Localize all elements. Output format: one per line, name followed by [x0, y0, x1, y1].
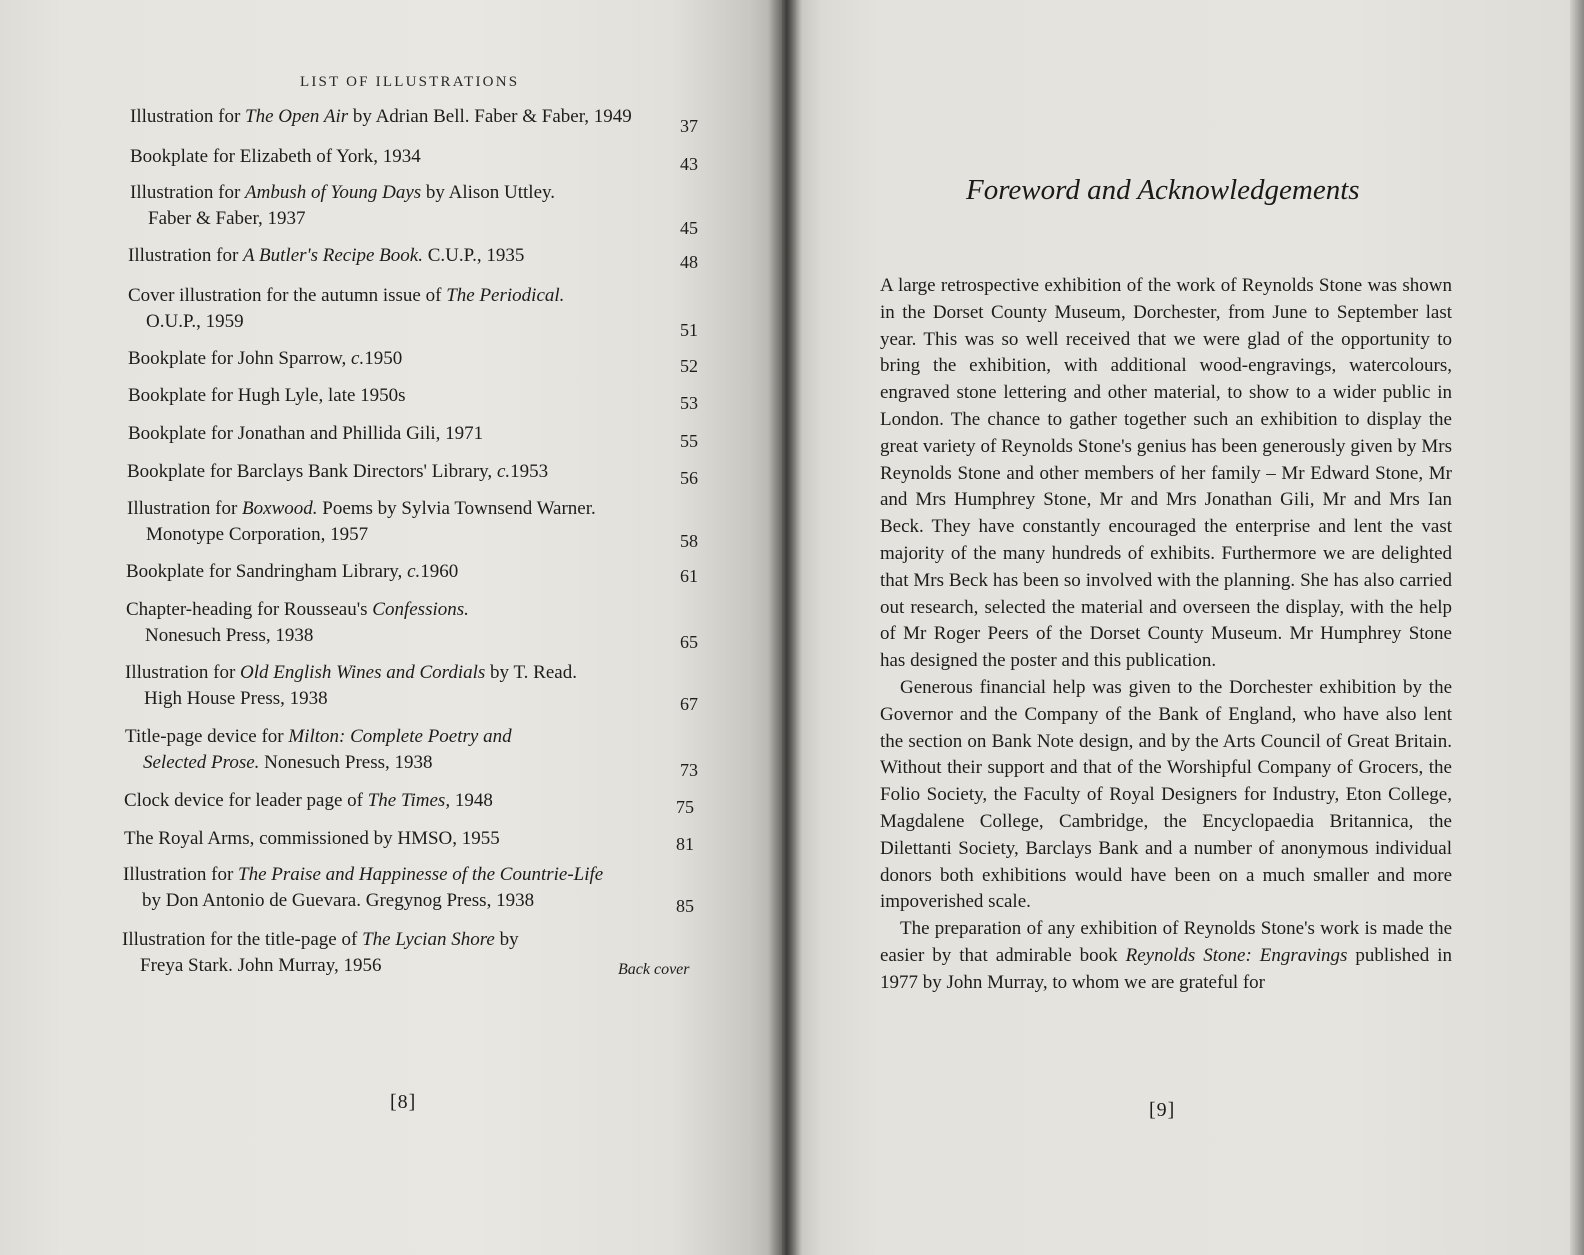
toc-entry-5-page-number: 51: [680, 320, 698, 340]
toc-text-segment: Boxwood.: [242, 498, 318, 519]
toc-text-segment: Faber & Faber, 1937: [148, 208, 306, 229]
toc-entry-1-line-1: [130, 106, 632, 128]
toc-text-segment: Title-page device for: [125, 726, 289, 747]
toc-text-segment: by Alison Uttley.: [421, 182, 556, 203]
toc-text-segment: Bookplate for Elizabeth of York, 1934: [130, 146, 421, 167]
toc-entry-7-page-number: 53: [680, 393, 698, 413]
toc-entry-12-page-number: 65: [680, 632, 698, 652]
toc-entry-1-page-number: 37: [680, 116, 698, 136]
paragraph-2: Generous financial help was given to the Dorchester exhibition by the Governor and the Company of the Bank of England, who have also lent the section on Bank Note design, and by the Arts Council of Great Britain. Without their support and that of the Worshipful Company of Grocers, the Folio Society, the Faculty of Royal Designers for Industry, Eton College, Magdalene College, Cambridge, the Encyclopaedia Britannica, the Dilettanti Society, Barclays Bank and a number of anonymous individual donors both exhibitions would have been on a much smaller and more impoverished scale.: [880, 676, 1452, 913]
toc-entry-7-line-1: [128, 385, 406, 407]
toc-entry-18-page-number: Back cover: [618, 961, 690, 978]
toc-entry-3-page-number: 45: [680, 218, 698, 238]
toc-text-segment: 1950: [364, 348, 403, 369]
page-number-left: [8]: [390, 1091, 417, 1113]
toc-text-segment: Bookplate for Barclays Bank Directors' Library,: [127, 461, 497, 482]
foreword-title: Foreword and Acknowledgements: [966, 174, 1360, 206]
toc-entry-6-page-number: 52: [680, 356, 698, 376]
toc-entry-17-line-1: [123, 864, 603, 886]
toc-text-segment: Illustration for the title-page of: [122, 929, 363, 950]
toc-entry-5-line-2: [146, 311, 244, 333]
toc-text-segment: Bookplate for Hugh Lyle, late 1950s: [128, 385, 406, 406]
toc-entry-11-page-number: 61: [680, 566, 698, 586]
toc-text-segment: Nonesuch Press, 1938: [145, 625, 314, 646]
toc-text-segment: A Butler's Recipe Book.: [243, 245, 423, 266]
toc-entry-12-line-2: [145, 625, 313, 647]
toc-entry-4-line-1: [128, 245, 524, 267]
toc-text-segment: by Adrian Bell. Faber & Faber, 1949: [348, 106, 632, 127]
toc-entry-18-line-2: [140, 955, 382, 977]
toc-text-segment: Confessions.: [372, 599, 469, 620]
toc-entry-16-line-1: [124, 828, 500, 850]
book-title-reynolds-stone: Reynolds Stone: Engravings: [1125, 944, 1348, 966]
toc-entry-5-line-1: [128, 285, 564, 307]
toc-text-segment: Bookplate for Jonathan and Phillida Gili, 1971: [128, 423, 484, 444]
toc-heading: LIST OF ILLUSTRATIONS: [300, 74, 520, 90]
toc-text-segment: Clock device for leader page of: [124, 790, 368, 811]
toc-entry-16-page-number: 81: [676, 834, 694, 854]
toc-entry-13-page-number: 67: [680, 694, 698, 714]
toc-text-segment: High House Press, 1938: [144, 688, 328, 709]
toc-text-segment: The Times,: [367, 790, 451, 811]
page-edge-shadow: [1570, 0, 1584, 1255]
toc-text-segment: Old English Wines and Cordials: [240, 662, 486, 683]
toc-entry-15-line-1: [124, 790, 493, 812]
toc-text-segment: c.: [496, 461, 511, 482]
toc-text-segment: Freya Stark. John Murray, 1956: [140, 955, 382, 976]
toc-text-segment: Chapter-heading for Rousseau's: [126, 599, 373, 620]
toc-text-segment: Bookplate for John Sparrow,: [128, 348, 352, 369]
toc-entry-10-line-1: [127, 498, 596, 520]
toc-text-segment: Illustration for: [127, 498, 243, 519]
toc-entry-3-line-2: [148, 208, 306, 230]
toc-text-segment: by Don Antonio de Guevara. Gregynog Press, 1938: [142, 890, 535, 911]
toc-text-segment: 1960: [420, 561, 459, 582]
page-number-right: [9]: [1149, 1099, 1176, 1121]
toc-text-segment: O.U.P., 1959: [146, 311, 244, 332]
toc-entry-17-page-number: 85: [676, 896, 694, 916]
toc-entry-10-line-2: [146, 524, 368, 546]
toc-entry-9-page-number: 56: [680, 468, 698, 488]
toc-text-segment: Selected Prose.: [143, 752, 260, 773]
paragraph-3-text-b: published in 1977 by John Murray, to whom we are grateful for: [880, 944, 1452, 993]
toc-text-segment: Illustration for: [130, 182, 246, 203]
toc-entry-10-page-number: 58: [680, 531, 698, 551]
toc-text-segment: The Praise and Happinesse of the Countrie-Life: [238, 864, 604, 885]
toc-text-segment: Bookplate for Sandringham Library,: [126, 561, 408, 582]
toc-entry-13-line-2: [144, 688, 328, 710]
book-gutter-shadow: [768, 0, 802, 1255]
foreword-body: [880, 273, 1452, 997]
toc-entry-13-line-1: [125, 662, 577, 684]
toc-text-segment: Illustration for: [128, 245, 244, 266]
toc-text-segment: The Periodical.: [446, 285, 565, 306]
toc-text-segment: 1953: [510, 461, 549, 482]
paragraph-3-text-a: The preparation of any exhibition of Reynolds Stone's work is made the easier by that admirable book: [880, 918, 1452, 966]
toc-text-segment: by T. Read.: [485, 662, 577, 683]
toc-entry-8-page-number: 55: [680, 431, 698, 451]
toc-text-segment: Milton: Complete Poetry and: [288, 726, 512, 747]
toc-text-segment: Monotype Corporation, 1957: [146, 524, 369, 545]
toc-entry-4-page-number: 48: [680, 252, 698, 272]
toc-entry-17-line-2: [142, 890, 534, 912]
toc-text-segment: The Open Air: [245, 106, 349, 127]
toc-text-segment: 1948: [450, 790, 493, 811]
toc-entry-14-page-number: 73: [680, 760, 698, 780]
toc-text-segment: by: [494, 929, 519, 950]
toc-entry-14-line-1: [125, 726, 512, 748]
left-page: [0, 0, 790, 1255]
toc-entry-15-page-number: 75: [676, 797, 694, 817]
toc-entry-18-line-1: [122, 929, 519, 951]
toc-text-segment: The Lycian Shore: [362, 929, 495, 950]
toc-entry-2-page-number: 43: [680, 154, 698, 174]
toc-text-segment: Cover illustration for the autumn issue of: [128, 285, 447, 306]
toc-entry-6-line-1: [128, 348, 402, 370]
illustrations-list: [0, 0, 790, 1255]
toc-entry-11-line-1: [126, 561, 458, 583]
toc-text-segment: c.: [407, 561, 421, 582]
toc-text-segment: Illustration for: [125, 662, 241, 683]
paragraph-3: [880, 916, 1452, 996]
toc-entry-12-line-1: [126, 599, 469, 621]
toc-text-segment: Poems by Sylvia Townsend Warner.: [317, 498, 596, 519]
toc-entry-9-line-1: [127, 461, 548, 483]
toc-text-segment: The Royal Arms, commissioned by HMSO, 1955: [124, 828, 500, 849]
toc-entry-2-line-1: [130, 146, 421, 168]
toc-entry-14-line-2: [143, 752, 433, 774]
toc-text-segment: C.U.P., 1935: [422, 245, 525, 266]
paragraph-1: A large retrospective exhibition of the work of Reynolds Stone was shown in the Dorset County Museum, Dorchester, from June to September last year. This was so well received that we were glad of the opportunity to bring the exhibition, with additional wood-engravings, watercolours, engraved stone lettering and other material, to show to a wider public in London. The chance to gather together such an exhibition to display the great variety of Reynolds Stone's genius has been generously given by Mrs Reynolds Stone and other members of her family – Mr Edward Stone, Mr and Mrs Humphrey Stone, Mr and Mrs Jonathan Gili, Mr and Mrs Ian Beck. They have constantly encouraged the enterprise and lent the vast majority of the many hundreds of exhibits. Furthermore we are delighted that Mrs Beck has been so involved with the planning. She has also carried out research, selected the material and overseen the display, with the help of Mr Roger Peers of the Dorset County Museum. Mr Humphrey Stone has designed the poster and this publication.: [880, 275, 1452, 672]
toc-text-segment: Ambush of Young Days: [245, 182, 422, 203]
toc-entry-3-line-1: [130, 182, 555, 204]
toc-text-segment: Illustration for: [123, 864, 239, 885]
toc-text-segment: Illustration for: [130, 106, 246, 127]
toc-entry-8-line-1: [128, 423, 483, 445]
toc-text-segment: c.: [351, 348, 365, 369]
toc-text-segment: Nonesuch Press, 1938: [259, 752, 433, 773]
